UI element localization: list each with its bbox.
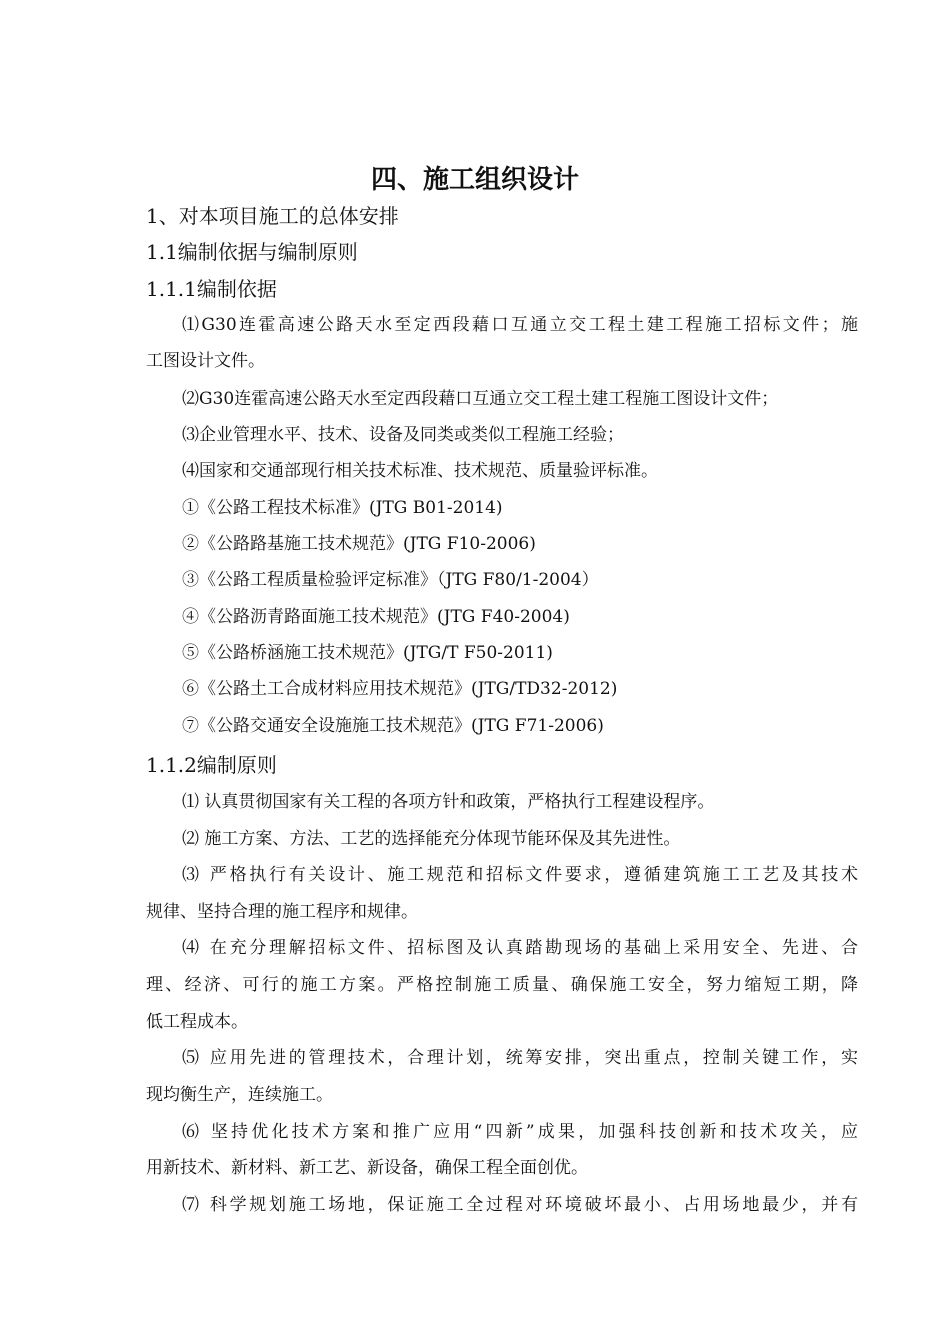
standard-item-1: ①《公路工程技术标准》(JTG B01-2014)	[182, 498, 503, 518]
principle-6-line-2: 用新技术、新材料、新工艺、新设备，确保工程全面创优。	[146, 1158, 588, 1178]
principle-1: ⑴ 认真贯彻国家有关工程的各项方针和政策，严格执行工程建设程序。	[182, 792, 715, 812]
principle-7-line-1: ⑺ 科学规划施工场地，保证施工全过程对环境破坏最小、占用场地最少，并有	[182, 1195, 858, 1215]
principle-4-line-2: 理、经济、可行的施工方案。严格控制施工质量、确保施工安全，努力缩短工期，降	[146, 975, 858, 995]
basis-item-4: ⑷国家和交通部现行相关技术标准、技术规范、质量验评标准。	[182, 461, 658, 481]
standard-item-6: ⑥《公路土工合成材料应用技术规范》(JTG/TD32-2012)	[182, 679, 618, 699]
standard-item-7: ⑦《公路交通安全设施施工技术规范》(JTG F71-2006)	[182, 716, 604, 736]
standard-item-4: ④《公路沥青路面施工技术规范》(JTG F40-2004)	[182, 607, 570, 627]
principle-5-line-2: 现均衡生产，连续施工。	[146, 1085, 333, 1105]
principle-4-line-3: 低工程成本。	[146, 1012, 248, 1032]
standard-item-2: ②《公路路基施工技术规范》(JTG F10-2006)	[182, 534, 536, 554]
section-heading-1-1-2: 1.1.2编制原则	[146, 753, 277, 777]
principle-4-line-1: ⑷ 在充分理解招标文件、招标图及认真踏勘现场的基础上采用安全、先进、合	[182, 938, 858, 958]
page-title: 四、施工组织设计	[370, 165, 579, 195]
principle-2: ⑵ 施工方案、方法、工艺的选择能充分体现节能环保及其先进性。	[182, 829, 681, 849]
section-heading-1-1-1: 1.1.1编制依据	[146, 277, 277, 301]
basis-item-1-line-2: 工图设计文件。	[146, 351, 265, 371]
principle-5-line-1: ⑸ 应用先进的管理技术，合理计划，统筹安排，突出重点，控制关键工作，实	[182, 1048, 858, 1068]
principle-6-line-1: ⑹ 坚持优化技术方案和推广应用“四新”成果，加强科技创新和技术攻关，应	[182, 1122, 858, 1142]
principle-3-line-2: 规律、坚持合理的施工程序和规律。	[146, 902, 418, 922]
principle-3-line-1: ⑶ 严格执行有关设计、施工规范和招标文件要求，遵循建筑施工工艺及其技术	[182, 865, 858, 885]
basis-item-2: ⑵G30连霍高速公路天水至定西段藉口互通立交工程土建工程施工图设计文件；	[182, 389, 779, 409]
basis-item-3: ⑶企业管理水平、技术、设备及同类或类似工程施工经验；	[182, 425, 624, 445]
section-heading-1: 1、对本项目施工的总体安排	[146, 204, 399, 228]
section-heading-1-1: 1.1编制依据与编制原则	[146, 240, 358, 264]
basis-item-1-line-1: ⑴G30连霍高速公路天水至定西段藉口互通立交工程土建工程施工招标文件；施	[182, 315, 858, 335]
standard-item-5: ⑤《公路桥涵施工技术规范》(JTG/T F50-2011)	[182, 643, 553, 663]
standard-item-3: ③《公路工程质量检验评定标准》（JTG F80/1-2004）	[182, 570, 599, 590]
